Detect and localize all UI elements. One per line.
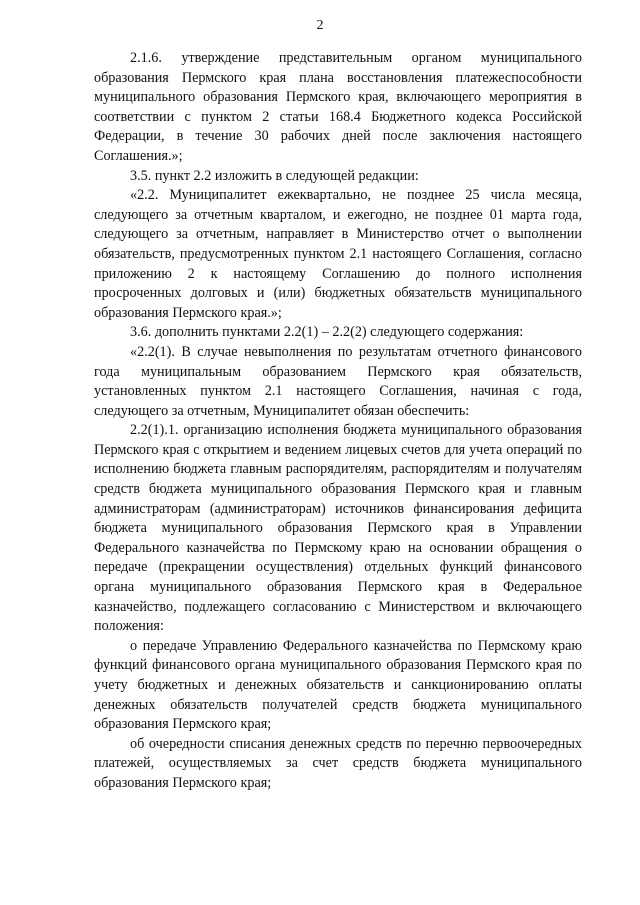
paragraph-3-6: 3.6. дополнить пунктами 2.2(1) – 2.2(2) следующего содержания: xyxy=(130,324,524,341)
paragraph-2-2-1-1: 2.2(1).1. организацию исполнения бюджета муниципального образования Пермского края с открытием и ведением лицевых счетов для учета операций по исполнению бюджета главным распорядителям, распорядителям и получателям средств бюджета муниципального образования Пермского края и главным администраторам (администраторам) источников финансирования дефицита бюджета муниципального образования Пермского края в Управлении Федерального казначейства по Пермскому краю на основании обращения о передаче (прекращении осуществления) отдельных функций финансового органа муниципального образования Пермского края в Федеральное казначейство, подлежащего согласованию с Министерством и включающего положения: xyxy=(94,422,582,635)
paragraph-2-2-1: «2.2(1). В случае невыполнения по результатам отчетного финансового года муниципальным образованием Пермского края обязательств, установленных пунктом 2.1 настоящего Соглашения, начиная с года, следующего за отчетным, Муниципалитет обязан обеспечить: xyxy=(94,343,582,419)
page-number: 2 xyxy=(316,18,324,33)
paragraph-2-2: «2.2. Муниципалитет ежеквартально, не позднее 25 числа месяца, следующего за отчетным кварталом, и ежегодно, не позднее 01 марта года, следующего за отчетным, направляет в Министерство отчет о выполнении обязательств, предусмотренных пунктом 2.1 настоящего Соглашения, согласно приложению 2 к настоящему Соглашению до полного исполнения просроченных долговых и (или) бюджетных обязательств муниципального образования Пермского края.»; xyxy=(94,187,582,321)
document-body xyxy=(94,49,582,794)
paragraph-2-1-6: 2.1.6. утверждение представительным органом муниципального образования Пермского края плана восстановления платежеспособности муниципального образования Пермского края, включающего мероприятия в соответствии с пунктом 2 статьи 168.4 Бюджетного кодекса Российской Федерации, в течение 30 рабочих дней после заключения настоящего Соглашения.»; xyxy=(94,50,582,164)
paragraph-transfer-functions: о передаче Управлению Федерального казначейства по Пермскому краю функций финансового органа муниципального образования Пермского края по учету бюджетных и денежных обязательств и санкционированию оплаты денежных обязательств получателей средств бюджета муниципального образования Пермского края; xyxy=(94,637,582,733)
paragraph-3-5: 3.5. пункт 2.2 изложить в следующей редакции: xyxy=(130,167,419,184)
paragraph-priority-payments: об очередности списания денежных средств по перечню первоочередных платежей, осуществляемых за счет средств бюджета муниципального образования Пермского края; xyxy=(94,735,582,791)
